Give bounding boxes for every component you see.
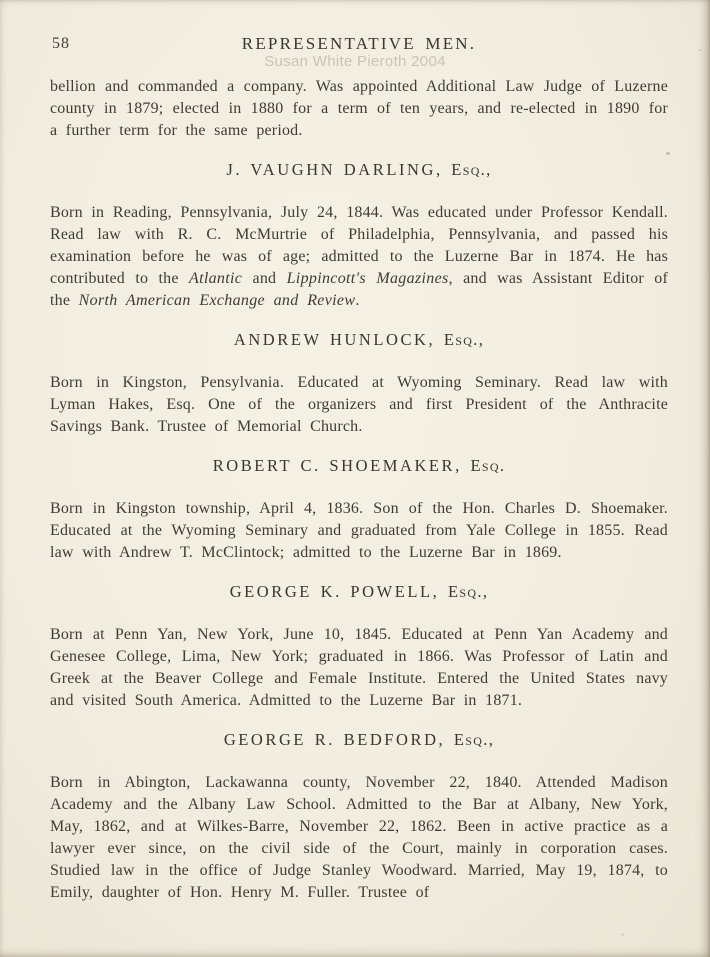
paragraph-text: and: [242, 270, 287, 287]
paragraph-text: Born in Kingston, Pensylvania. Educated at Wyoming Seminary. Read law with Lyman Hakes, Esq. One of the organizers and first President of the Anthracite Savings Bank. Trustee of Memorial Church.: [50, 374, 668, 435]
section-heading: [50, 456, 668, 476]
paragraph-text: , and was Assistant Editor of the: [50, 270, 669, 309]
section-heading-name: GEORGE K. POWELL,: [229, 582, 449, 601]
section-heading: [50, 160, 668, 180]
section-heading-esq: Esq.,: [451, 160, 492, 179]
paper-speck: [621, 933, 624, 936]
section-heading-name: GEORGE R. BEDFORD,: [223, 730, 454, 749]
section-heading-esq: Esq.: [470, 456, 506, 475]
section-heading-name: ANDREW HUNLOCK,: [233, 330, 444, 349]
section-heading: [50, 582, 668, 602]
section-heading-name: J. VAUGHN DARLING,: [226, 160, 452, 179]
section-paragraph: [50, 498, 668, 564]
paragraph-text: Born in Abington, Lackawanna county, November 22, 1840. Attended Madison Academy and the Albany Law School. Admitted to the Bar at Albany, New York, May, 1862, and at Wilkes-Barre, November 22, 1862. Been in active practice as a lawyer ever since, on the civil side of the Court, mainly in corporation cases. Studied law in the office of Judge Stanley Woodward. Married, May 19, 1874, to Emily, daughter of Hon. Henry M. Fuller. Trustee of: [50, 774, 668, 901]
watermark-text: Susan White Pieroth 2004: [264, 53, 446, 70]
section-paragraph: [50, 372, 668, 438]
continuation-paragraph: bellion and commanded a company. Was appointed Additional Law Judge of Luzerne county in 1879; elected in 1880 for a term of ten years, and re-elected in 1890 for a further term for the same period.: [50, 78, 668, 139]
section-paragraph: [50, 624, 668, 712]
section-paragraph: [50, 202, 668, 312]
section-heading-esq: Esq.,: [443, 330, 485, 349]
page-header: [50, 34, 668, 54]
paragraph-text: .: [355, 292, 360, 309]
italic-publication-title: Lippincott's Magazines: [286, 270, 449, 287]
section-heading-esq: Esq.,: [453, 730, 495, 749]
section-heading: [50, 330, 668, 350]
section-heading-esq: Esq.,: [448, 582, 489, 601]
running-header-title: REPRESENTATIVE MEN.: [241, 34, 477, 53]
sections-container: [50, 160, 668, 904]
italic-publication-title: North American Exchange and Review: [78, 292, 356, 309]
section-heading-name: ROBERT C. SHOEMAKER,: [212, 456, 471, 475]
paragraph-text: Born at Penn Yan, New York, June 10, 1845. Educated at Penn Yan Academy and Genesee College, Lima, New York; graduated in 1866. Was Professor of Latin and Greek at the Beaver College and Female Institute. Entered the United States navy and visited South America. Admitted to the Luzerne Bar in 1871.: [50, 626, 668, 709]
section-heading: [50, 730, 668, 750]
page-number: 58: [52, 35, 70, 52]
italic-publication-title: Atlantic: [188, 270, 243, 287]
paragraph-text: Born in Kingston township, April 4, 1836. Son of the Hon. Charles D. Shoemaker. Educated at the Wyoming Seminary and graduated from Yale College in 1855. Read law with Andrew T. McClintock; admitted to the Luzerne Bar in 1869.: [50, 500, 668, 561]
paragraph-text: Born in Reading, Pennsylvania, July 24, 1844. Was educated under Professor Kendall. Read law with R. C. McMurtrie of Philadelphia, Pennsylvania, and passed his examination before he was of age; admitted to the Luzerne Bar in 1874. He has contributed to the: [50, 204, 668, 287]
section-paragraph: [50, 772, 668, 904]
